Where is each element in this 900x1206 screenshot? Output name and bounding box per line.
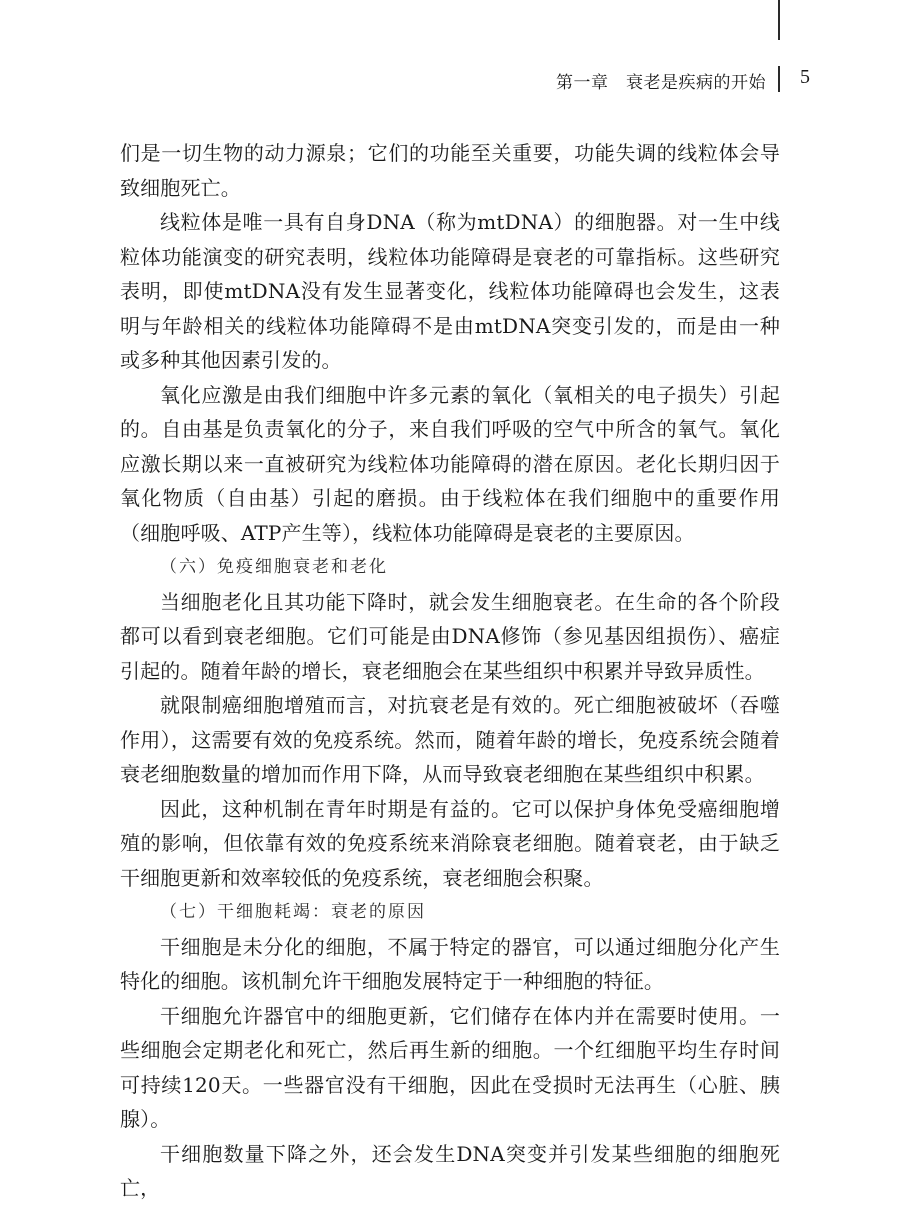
page-number: 5 <box>800 66 810 88</box>
paragraph-youth-benefit: 因此，这种机制在青年时期是有益的。它可以保护身体免受癌细胞增殖的影响，但依靠有效的免疫系统来消除衰老细胞。随着衰老，由于缺乏干细胞更新和效率较低的免疫系统，衰老细胞会积聚。 <box>120 796 780 890</box>
section-heading-stem-cell-exhaustion: （七）干细胞耗竭：衰老的原因 <box>160 902 426 922</box>
paragraph-stem-cell-decline: 干细胞数量下降之外，还会发生DNA突变并引发某些细胞的细胞死亡， <box>120 1141 780 1200</box>
paragraph-cancer-limitation: 就限制癌细胞增殖而言，对抗衰老是有效的。死亡细胞被破坏（吞噬作用），这需要有效的免疫系统。然而，随着年龄的增长，免疫系统会随着衰老细胞数量的增加而作用下降，从而导致衰老细胞在某些组织中积累。 <box>120 693 780 786</box>
paragraph-stem-cell-renewal: 干细胞允许器官中的细胞更新，它们储存在体内并在需要时使用。一些细胞会定期老化和死亡，然后再生新的细胞。一个红细胞平均生存时间可持续120天。一些器官没有干细胞，因此在受损时无法再生（心脏、胰腺）。 <box>120 1003 780 1131</box>
paragraph-oxidative-stress: 氧化应激是由我们细胞中许多元素的氧化（氧相关的电子损失）引起的。自由基是负责氧化的分子，来自我们呼吸的空气中所含的氧气。氧化应激长期以来一直被研究为线粒体功能障碍的潜在原因。老化长期归因于氧化物质（自由基）引起的磨损。由于线粒体在我们细胞中的重要作用（细胞呼吸、ATP产生等），线粒体功能障碍是衰老的主要原因。 <box>120 382 780 545</box>
paragraph-continued: 们是一切生物的动力源泉；它们的功能至关重要，功能失调的线粒体会导致细胞死亡。 <box>120 141 780 200</box>
running-header-chapter-title: 第一章 衰老是疾病的开始 <box>556 73 766 93</box>
section-heading-immune-senescence: （六）免疫细胞衰老和老化 <box>160 557 388 577</box>
paragraph-cell-senescence: 当细胞老化且其功能下降时，就会发生细胞衰老。在生命的各个阶段都可以看到衰老细胞。它们可能是由DNA修饰（参见基因组损伤）、癌症引起的。随着年龄的增长，衰老细胞会在某些组织中积累并导致异质性。 <box>120 589 780 683</box>
body-text <box>120 136 780 1206</box>
paragraph-stem-cell-definition: 干细胞是未分化的细胞，不属于特定的器官，可以通过细胞分化产生特化的细胞。该机制允许干细胞发展特定于一种细胞的特征。 <box>120 934 780 993</box>
header-vertical-rule-bottom <box>778 66 780 92</box>
header-vertical-rule-top <box>778 0 780 40</box>
paragraph-mtdna: 线粒体是唯一具有自身DNA（称为mtDNA）的细胞器。对一生中线粒体功能演变的研究表明，线粒体功能障碍是衰老的可靠指标。这些研究表明，即使mtDNA没有发生显著变化，线粒体功能障碍也会发生，这表明与年龄相关的线粒体功能障碍不是由mtDNA突变引发的，而是由一种或多种其他因素引发的。 <box>120 210 780 372</box>
